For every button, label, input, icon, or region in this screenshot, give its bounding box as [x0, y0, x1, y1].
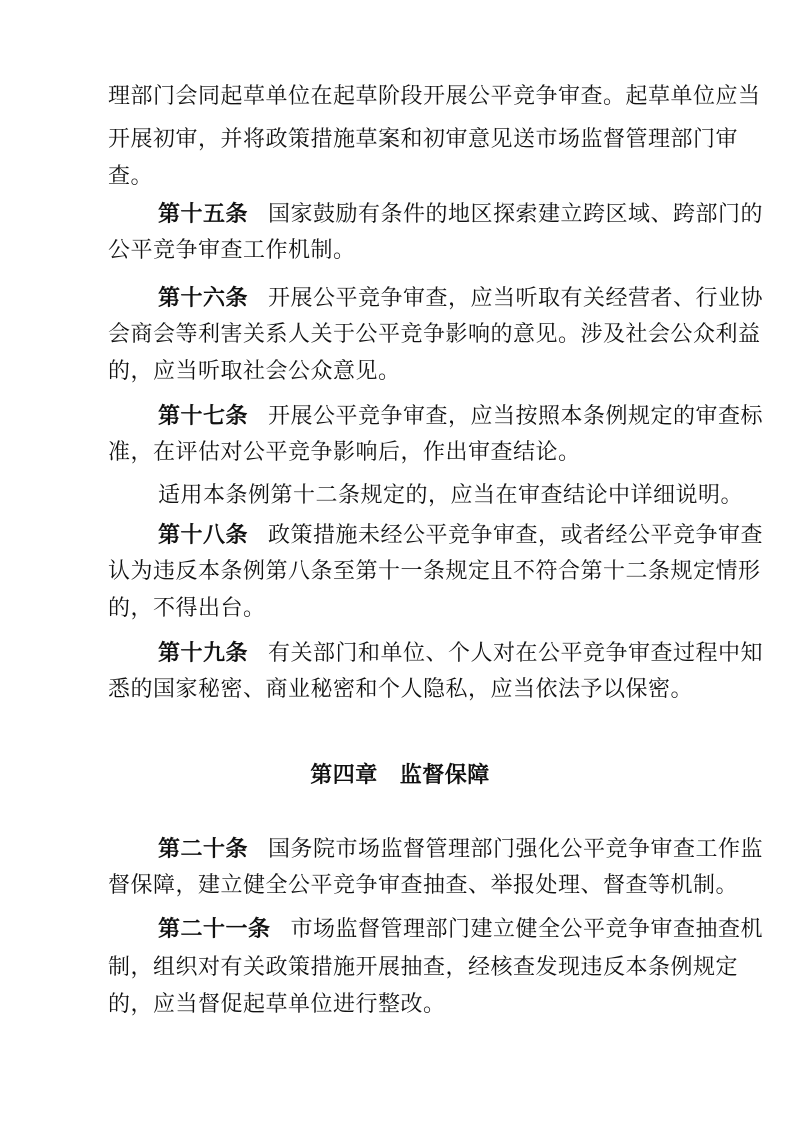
article-number: 第二十一条 — [158, 916, 271, 942]
paragraph-text: 国家鼓励有条件的地区探索建立跨区域、跨部门的 — [268, 202, 764, 227]
article-16-first-line — [158, 283, 764, 314]
article-number: 第十五条 — [158, 201, 249, 227]
article-18-first-line — [158, 520, 764, 551]
paragraph-line: 理部门会同起草单位在起草阶段开展公平竞争审查。起草单位应当 — [108, 84, 761, 109]
article-number: 第十八条 — [158, 522, 249, 548]
article-21-first-line — [158, 914, 764, 945]
paragraph-line: 认为违反本条例第八条至第十一条规定且不符合第十二条规定情形 — [108, 559, 761, 584]
paragraph-line: 制，组织对有关政策措施开展抽查，经核查发现违反本条例规定 — [108, 955, 739, 980]
article-20-first-line — [158, 834, 764, 865]
article-number: 第十六条 — [158, 285, 249, 311]
paragraph-line: 查。 — [108, 164, 154, 189]
chapter-title: 监督保障 — [399, 762, 490, 788]
paragraph-line: 公平竞争审查工作机制。 — [108, 238, 356, 263]
article-17-first-line — [158, 401, 764, 432]
article-15-first-line — [158, 199, 764, 230]
paragraph-line: 准，在评估对公平竞争影响后，作出审查结论。 — [108, 440, 581, 465]
chapter-heading — [0, 760, 800, 790]
article-number: 第二十条 — [158, 836, 249, 862]
paragraph-line: 开展初审，并将政策措施草案和初审意见送市场监督管理部门审 — [108, 127, 739, 152]
article-19-first-line — [158, 638, 764, 669]
paragraph-text: 市场监督管理部门建立健全公平竞争审查抽查机 — [290, 917, 764, 942]
paragraph-line: 的，应当督促起草单位进行整改。 — [108, 992, 446, 1017]
paragraph-line: 悉的国家秘密、商业秘密和个人隐私，应当依法予以保密。 — [108, 677, 694, 702]
paragraph-line: 督保障，建立健全公平竞争审查抽查、举报处理、督查等机制。 — [108, 873, 739, 898]
article-number: 第十七条 — [158, 403, 249, 429]
chapter-number: 第四章 — [310, 762, 378, 788]
paragraph-text: 国务院市场监督管理部门强化公平竞争审查工作监 — [268, 837, 764, 862]
paragraph-line: 适用本条例第十二条规定的，应当在审查结论中详细说明。 — [158, 483, 744, 508]
paragraph-line: 的，不得出台。 — [108, 596, 266, 621]
paragraph-text: 开展公平竞争审查，应当按照本条例规定的审查标 — [268, 404, 764, 429]
paragraph-text: 开展公平竞争审查，应当听取有关经营者、行业协 — [268, 286, 764, 311]
article-number: 第十九条 — [158, 640, 249, 666]
paragraph-line: 的，应当听取社会公众意见。 — [108, 359, 401, 384]
paragraph-text: 有关部门和单位、个人对在公平竞争审查过程中知 — [268, 641, 764, 666]
paragraph-line: 会商会等利害关系人关于公平竞争影响的意见。涉及社会公众利益 — [108, 322, 761, 347]
paragraph-text: 政策措施未经公平竞争审查，或者经公平竞争审查 — [268, 523, 764, 548]
